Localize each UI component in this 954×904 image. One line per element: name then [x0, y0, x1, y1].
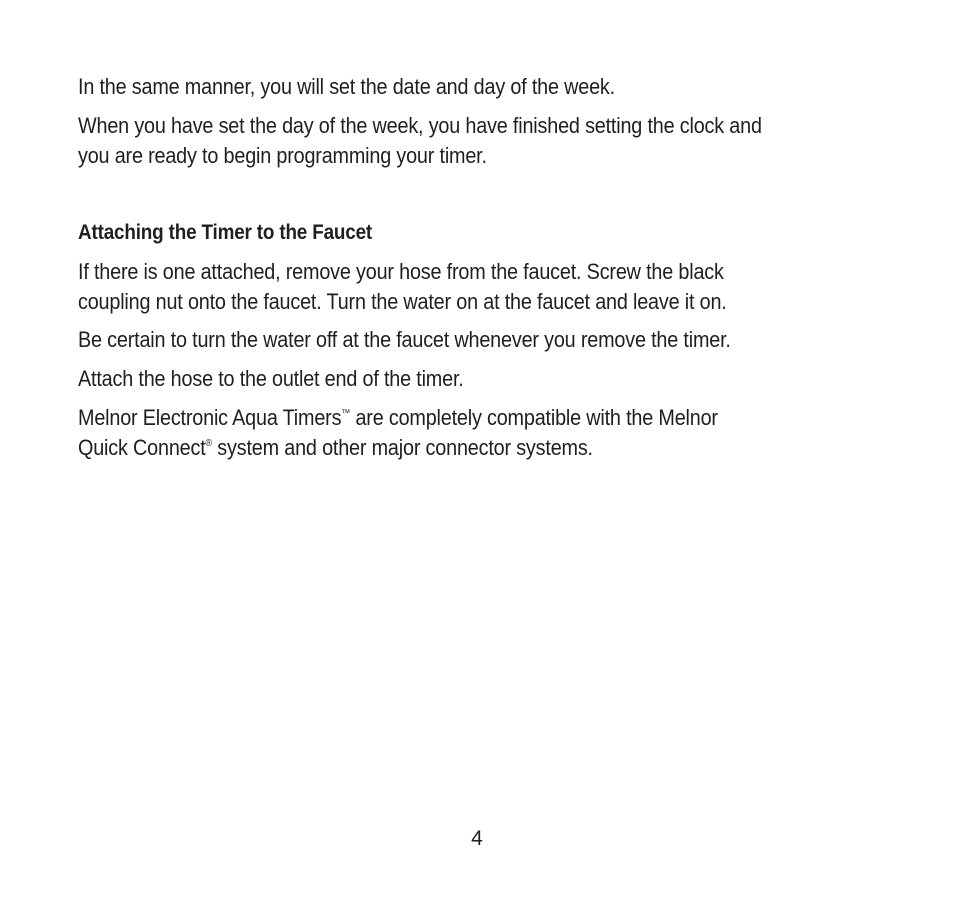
compat-text-c: Quick Connect	[78, 435, 206, 460]
trademark-mark: ™	[341, 408, 351, 419]
compat-text-d: system and other major connector systems.	[211, 435, 593, 460]
compatibility-paragraph	[78, 403, 798, 463]
finish-clock-line-2: you are ready to begin programming your timer.	[78, 143, 487, 168]
registered-mark: ®	[205, 438, 212, 449]
paragraph-set-date: In the same manner, you will set the date and day of the week.	[78, 74, 615, 99]
attach-hose-paragraph	[78, 364, 798, 394]
finish-clock-line-1: When you have set the day of the week, you have finished setting the clock and	[78, 113, 762, 138]
water-off-paragraph	[78, 325, 798, 355]
section-heading: Attaching the Timer to the Faucet	[78, 221, 373, 244]
remove-hose-line-2: coupling nut onto the faucet. Turn the water on at the faucet and leave it on.	[78, 289, 727, 314]
page-number: 4	[471, 827, 483, 850]
remove-hose-paragraph	[78, 257, 798, 317]
water-off-text: Be certain to turn the water off at the faucet whenever you remove the timer.	[78, 327, 731, 352]
compat-text-a: Melnor Electronic Aqua Timers	[78, 405, 342, 430]
remove-hose-line-1: If there is one attached, remove your hose from the faucet. Screw the black	[78, 259, 724, 284]
finish-clock-paragraph	[78, 111, 798, 171]
compat-text-b: are completely compatible with the Melnor	[350, 405, 718, 430]
intro-paragraph	[78, 72, 798, 102]
attach-hose-text: Attach the hose to the outlet end of the timer.	[78, 366, 464, 391]
